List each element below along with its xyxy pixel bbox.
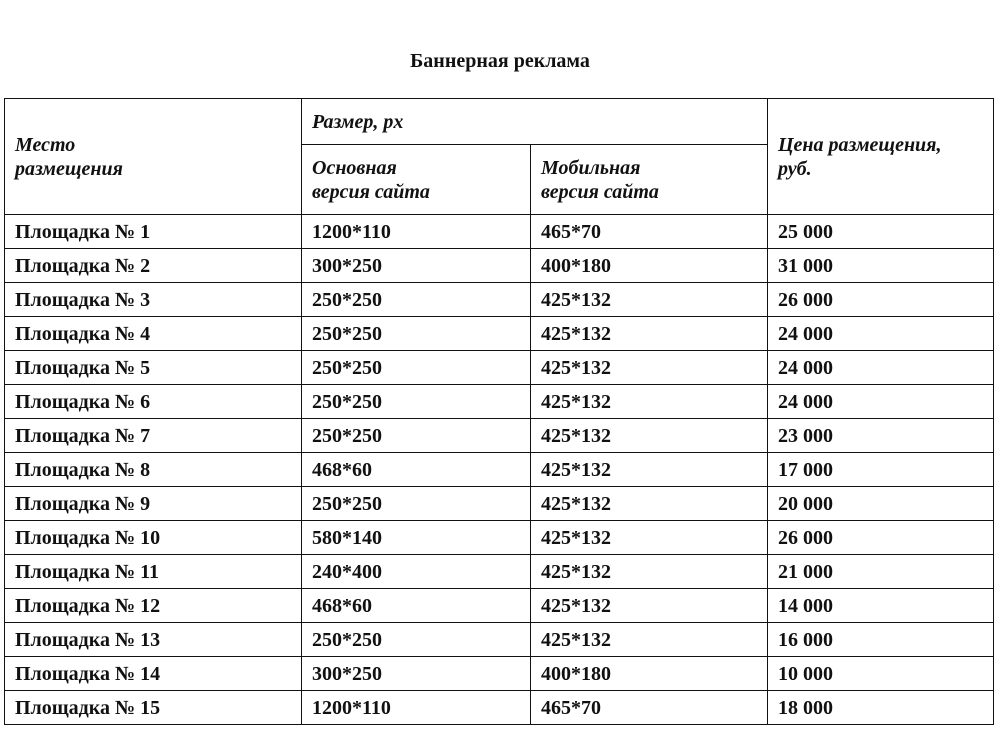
cell-price: 16 000 [768, 623, 994, 657]
cell-mobile: 425*132 [531, 555, 768, 589]
cell-mobile: 425*132 [531, 487, 768, 521]
cell-desktop: 468*60 [302, 589, 531, 623]
cell-mobile: 400*180 [531, 657, 768, 691]
header-price-line-1: Цена размещения, [778, 133, 942, 156]
cell-place: Площадка № 15 [5, 691, 302, 725]
cell-price: 17 000 [768, 453, 994, 487]
cell-desktop: 300*250 [302, 249, 531, 283]
cell-mobile: 465*70 [531, 691, 768, 725]
header-price [768, 99, 994, 215]
page-title: Баннерная реклама [410, 50, 590, 72]
cell-desktop: 250*250 [302, 317, 531, 351]
cell-desktop: 250*250 [302, 623, 531, 657]
cell-mobile: 425*132 [531, 419, 768, 453]
banner-price-table [4, 98, 994, 725]
cell-place: Площадка № 11 [5, 555, 302, 589]
cell-desktop: 1200*110 [302, 215, 531, 249]
cell-place: Площадка № 14 [5, 657, 302, 691]
cell-desktop: 300*250 [302, 657, 531, 691]
cell-desktop: 240*400 [302, 555, 531, 589]
header-desktop-line-2: версия сайта [312, 180, 430, 203]
cell-price: 14 000 [768, 589, 994, 623]
header-desktop [302, 145, 531, 215]
cell-mobile: 425*132 [531, 589, 768, 623]
table-row [5, 317, 994, 351]
cell-place: Площадка № 10 [5, 521, 302, 555]
cell-price: 31 000 [768, 249, 994, 283]
cell-mobile: 400*180 [531, 249, 768, 283]
header-mobile-line-2: версия сайта [541, 180, 659, 203]
table-row [5, 215, 994, 249]
header-price-line-2: руб. [778, 157, 812, 180]
cell-place: Площадка № 7 [5, 419, 302, 453]
cell-place: Площадка № 5 [5, 351, 302, 385]
table-row [5, 487, 994, 521]
cell-price: 24 000 [768, 385, 994, 419]
cell-place: Площадка № 6 [5, 385, 302, 419]
cell-price: 23 000 [768, 419, 994, 453]
cell-mobile: 425*132 [531, 283, 768, 317]
cell-place: Площадка № 3 [5, 283, 302, 317]
table-row [5, 555, 994, 589]
cell-price: 24 000 [768, 351, 994, 385]
table-row [5, 589, 994, 623]
cell-desktop: 250*250 [302, 283, 531, 317]
cell-place: Площадка № 4 [5, 317, 302, 351]
cell-mobile: 425*132 [531, 623, 768, 657]
cell-price: 26 000 [768, 283, 994, 317]
header-place-line-2: размещения [15, 157, 123, 180]
cell-place: Площадка № 2 [5, 249, 302, 283]
table-row [5, 691, 994, 725]
header-mobile-line-1: Мобильная [541, 156, 641, 179]
cell-mobile: 425*132 [531, 453, 768, 487]
table-row [5, 249, 994, 283]
cell-mobile: 425*132 [531, 317, 768, 351]
table-row [5, 351, 994, 385]
header-size-group: Размер, px [302, 99, 768, 145]
cell-desktop: 250*250 [302, 487, 531, 521]
cell-mobile: 425*132 [531, 521, 768, 555]
cell-mobile: 425*132 [531, 385, 768, 419]
cell-desktop: 250*250 [302, 419, 531, 453]
table-row [5, 657, 994, 691]
cell-price: 21 000 [768, 555, 994, 589]
cell-price: 18 000 [768, 691, 994, 725]
table-header [5, 99, 994, 215]
cell-place: Площадка № 13 [5, 623, 302, 657]
table-row [5, 623, 994, 657]
header-desktop-line-1: Основная [312, 156, 397, 179]
cell-place: Площадка № 12 [5, 589, 302, 623]
cell-price: 26 000 [768, 521, 994, 555]
cell-desktop: 250*250 [302, 351, 531, 385]
cell-price: 24 000 [768, 317, 994, 351]
cell-desktop: 1200*110 [302, 691, 531, 725]
header-place [5, 99, 302, 215]
cell-desktop: 580*140 [302, 521, 531, 555]
header-place-line-1: Место [15, 133, 76, 156]
header-mobile [531, 145, 768, 215]
table-row [5, 453, 994, 487]
cell-mobile: 425*132 [531, 351, 768, 385]
cell-place: Площадка № 9 [5, 487, 302, 521]
table-row [5, 385, 994, 419]
cell-place: Площадка № 1 [5, 215, 302, 249]
cell-desktop: 468*60 [302, 453, 531, 487]
cell-price: 10 000 [768, 657, 994, 691]
cell-desktop: 250*250 [302, 385, 531, 419]
cell-mobile: 465*70 [531, 215, 768, 249]
cell-price: 20 000 [768, 487, 994, 521]
table-row [5, 419, 994, 453]
table-body [5, 215, 994, 725]
cell-place: Площадка № 8 [5, 453, 302, 487]
table-row [5, 283, 994, 317]
cell-price: 25 000 [768, 215, 994, 249]
table-row [5, 521, 994, 555]
